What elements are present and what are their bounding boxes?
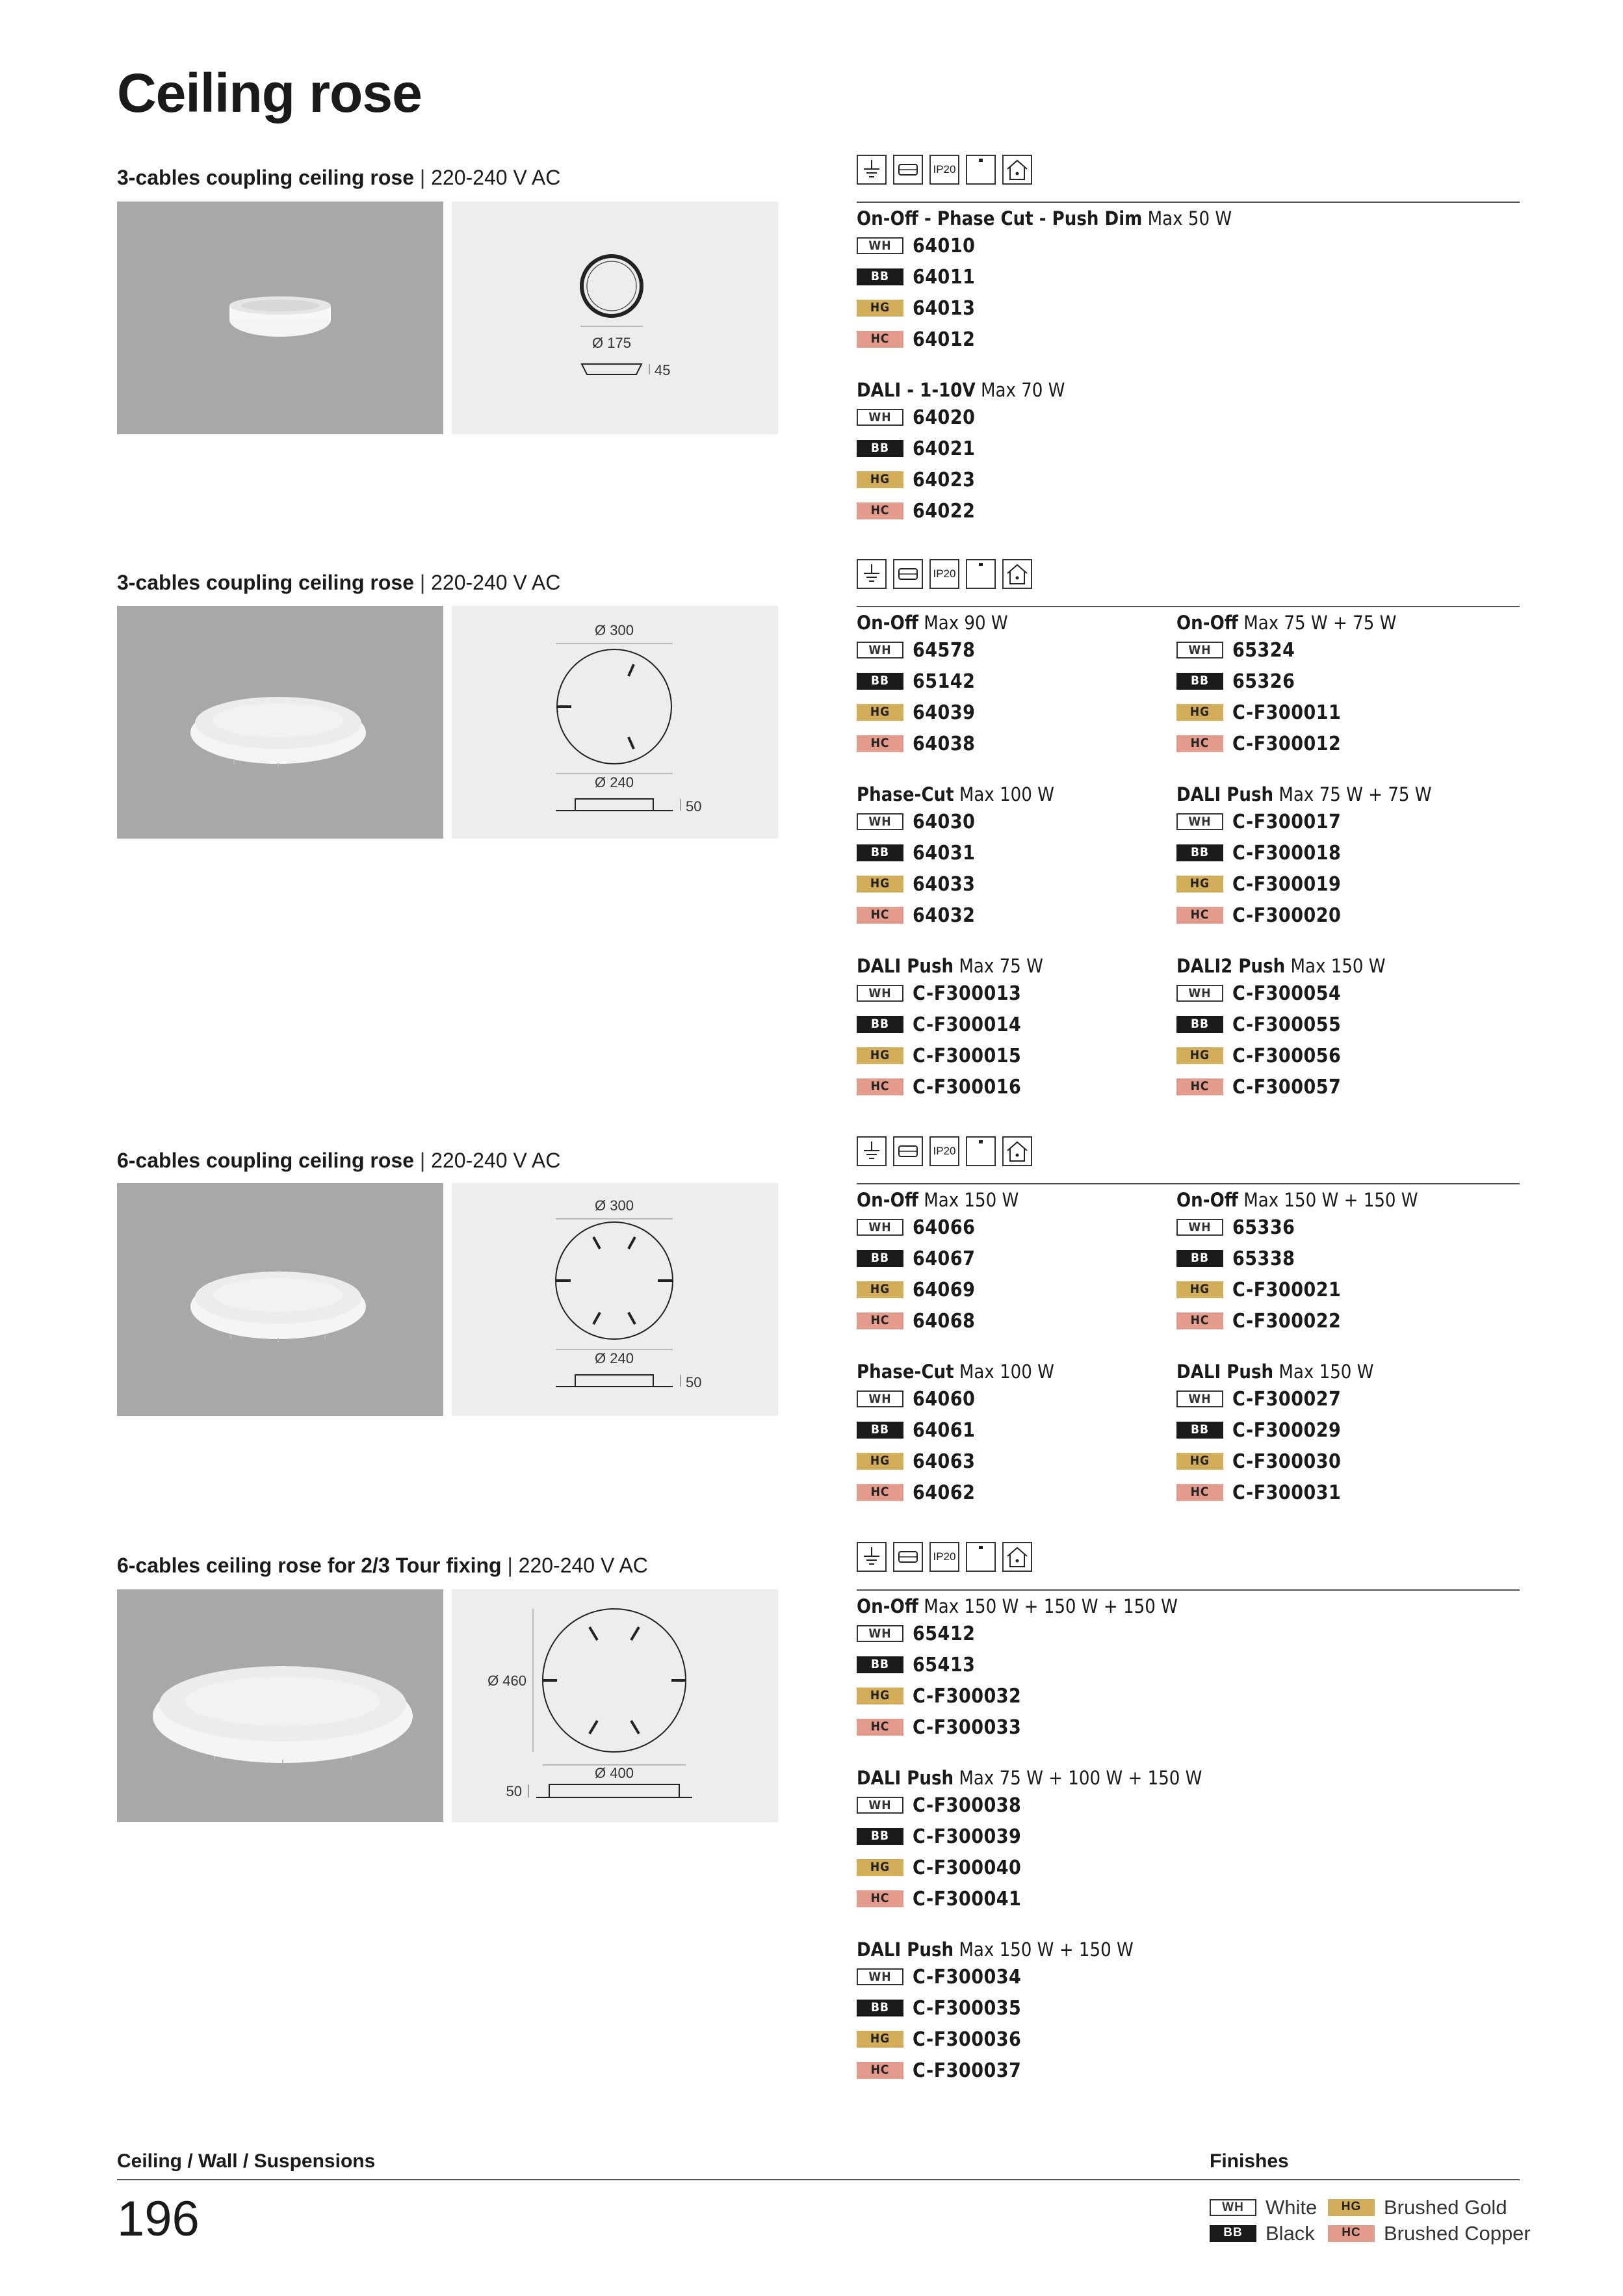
list-item <box>1176 634 1432 666</box>
outer-diameter-label: Ø 300 <box>595 622 634 638</box>
spec-icons <box>857 1542 1032 1574</box>
finish-badge: BB <box>1176 1016 1223 1033</box>
finish-badge: WH <box>857 409 903 426</box>
finish-badge: WH <box>1176 1219 1223 1236</box>
height-label: 45 <box>655 362 671 378</box>
indoor-icon <box>1002 559 1032 589</box>
product-code: C-F300029 <box>1232 1418 1342 1442</box>
page-number: 196 <box>117 2191 200 2247</box>
product-code: C-F300037 <box>913 2059 1022 2082</box>
section-title: 6-cables coupling ceiling rose | 220-240 V AC <box>117 1149 561 1172</box>
list-item <box>857 1821 1202 1852</box>
finish-badge: BB <box>857 1828 903 1845</box>
list-item <box>857 324 1232 355</box>
list-item <box>857 2024 1202 2055</box>
product-code: 64578 <box>913 638 976 662</box>
surface-mount-icon <box>966 155 996 185</box>
technical-drawing <box>452 1589 778 1822</box>
finish-badge: BB <box>1176 673 1223 690</box>
product-code: C-F300018 <box>1232 841 1342 865</box>
list-item <box>857 1852 1202 1883</box>
product-photo <box>117 1183 443 1416</box>
list-item <box>857 1883 1202 1914</box>
outer-diameter-label: Ø 300 <box>595 1197 634 1214</box>
list-item <box>1176 837 1432 868</box>
list-item <box>857 2055 1202 2086</box>
ground-icon <box>857 1542 887 1572</box>
variant-title: DALI Push Max 150 W <box>1176 1361 1374 1383</box>
product-code: C-F300022 <box>1232 1309 1342 1333</box>
finish-legend-item <box>1210 2196 1317 2219</box>
list-item <box>857 230 1232 261</box>
product-code: C-F300015 <box>913 1044 1022 1067</box>
list-item <box>857 1383 1054 1415</box>
outer-diameter-label: Ø 460 <box>487 1673 526 1689</box>
section-divider <box>857 1183 1520 1184</box>
finishes-title: Finishes <box>1210 2150 1289 2172</box>
product-code: C-F300021 <box>1232 1278 1342 1301</box>
finish-badge: WH <box>857 642 903 659</box>
finish-badge: BB <box>857 1016 903 1033</box>
product-code: 64020 <box>913 406 976 429</box>
finish-badge: HC <box>1176 735 1223 752</box>
product-code: 64066 <box>913 1216 976 1239</box>
finish-badge: WH <box>857 237 903 254</box>
product-code: C-F300017 <box>1232 810 1342 833</box>
technical-drawing <box>452 1183 778 1416</box>
product-code: 65338 <box>1232 1247 1295 1270</box>
variant-title: DALI Push Max 150 W + 150 W <box>857 1938 1134 1961</box>
variant-title: On-Off Max 90 W <box>857 612 1008 634</box>
list-item <box>1176 978 1432 1009</box>
finish-badge: BB <box>857 1250 903 1267</box>
product-code: C-F300032 <box>913 1684 1022 1708</box>
list-item <box>1176 1243 1418 1274</box>
list-item <box>857 1212 1054 1243</box>
finish-label: Brushed Copper <box>1384 2222 1531 2245</box>
list-item <box>857 464 1232 495</box>
list-item <box>1176 1415 1418 1446</box>
list-item <box>857 261 1232 293</box>
list-item <box>857 1446 1054 1477</box>
product-photo <box>117 606 443 839</box>
finish-badge: HG <box>1176 1047 1223 1064</box>
finish-badge: HC <box>857 1484 903 1501</box>
finish-badge: BB <box>857 673 903 690</box>
ground-icon <box>857 1136 887 1166</box>
list-item <box>857 1790 1202 1821</box>
list-item <box>1176 1274 1418 1305</box>
diameter-label: Ø 175 <box>592 335 631 351</box>
ground-icon <box>857 559 887 589</box>
list-item <box>857 433 1232 464</box>
list-item <box>857 1992 1202 2024</box>
finish-badge: HC <box>1176 1078 1223 1095</box>
finish-badge: HG <box>857 1688 903 1704</box>
product-code: 64068 <box>913 1309 976 1333</box>
indoor-icon <box>1002 155 1032 185</box>
product-code: 64038 <box>913 732 976 755</box>
product-code: C-F300055 <box>1232 1013 1342 1036</box>
list-item <box>857 1243 1054 1274</box>
product-code: C-F300016 <box>913 1075 1022 1099</box>
product-code: 64011 <box>913 265 976 289</box>
product-code: C-F300054 <box>1232 982 1342 1005</box>
product-code: C-F300034 <box>913 1965 1022 1989</box>
list-item <box>1176 868 1432 900</box>
surface-mount-icon <box>966 1136 996 1166</box>
finish-badge: WH <box>857 1390 903 1407</box>
technical-drawing <box>452 202 778 434</box>
finish-badge: HG <box>1328 2199 1375 2216</box>
list-item <box>857 1040 1054 1071</box>
finish-badge: HG <box>857 1453 903 1470</box>
spec-icons <box>857 559 1032 592</box>
finish-badge: HG <box>857 2031 903 2048</box>
variant-title: On-Off Max 150 W + 150 W <box>1176 1189 1418 1211</box>
inner-diameter-label: Ø 240 <box>595 1350 634 1366</box>
list-item <box>1176 697 1432 728</box>
product-code: C-F300033 <box>913 1715 1022 1739</box>
product-code: C-F300036 <box>913 2028 1022 2051</box>
list-item <box>857 697 1054 728</box>
finish-badge: HC <box>857 2062 903 2079</box>
height-label: 50 <box>686 798 702 815</box>
variant-column <box>857 1188 1054 1508</box>
finish-badge: HG <box>857 1859 903 1876</box>
list-item <box>1176 1383 1418 1415</box>
list-item <box>857 1009 1054 1040</box>
finish-badge: HG <box>857 1047 903 1064</box>
finish-badge: WH <box>857 813 903 830</box>
finish-badge: HC <box>1176 1484 1223 1501</box>
page-title: Ceiling rose <box>117 62 422 124</box>
section-divider <box>857 606 1520 607</box>
product-code: C-F300038 <box>913 1794 1022 1817</box>
product-code: 64061 <box>913 1418 976 1442</box>
variant-column <box>857 1595 1202 2086</box>
section-title: 3-cables coupling ceiling rose | 220-240 V AC <box>117 166 561 189</box>
list-item <box>1176 1446 1418 1477</box>
variant-title: Phase-Cut Max 100 W <box>857 1361 1054 1383</box>
section-divider <box>857 202 1520 203</box>
product-code: 64033 <box>913 872 976 896</box>
finish-badge: WH <box>1176 813 1223 830</box>
finish-badge: BB <box>1176 844 1223 861</box>
product-code: C-F300040 <box>913 1856 1022 1879</box>
product-code: 65413 <box>913 1653 976 1676</box>
finish-badge: BB <box>857 1656 903 1673</box>
driver-icon <box>893 155 923 185</box>
variant-title: On-Off - Phase Cut - Push Dim Max 50 W <box>857 207 1232 229</box>
product-code: 65412 <box>913 1622 976 1645</box>
finish-badge: WH <box>1176 985 1223 1002</box>
ip-rating-icon: IP20 <box>929 155 959 185</box>
variant-title: On-Off Max 150 W + 150 W + 150 W <box>857 1595 1178 1617</box>
surface-mount-icon <box>966 559 996 589</box>
finish-badge: HC <box>857 1312 903 1329</box>
variant-title: DALI Push Max 75 W + 75 W <box>1176 783 1432 805</box>
finish-badge: HC <box>857 1890 903 1907</box>
finish-badge: HG <box>1176 1453 1223 1470</box>
product-code: 64062 <box>913 1481 976 1504</box>
finish-badge: HG <box>857 300 903 317</box>
spec-icons <box>857 155 1032 187</box>
finish-badge: HC <box>857 735 903 752</box>
ip-rating-icon: IP20 <box>929 1136 959 1166</box>
list-item <box>1176 900 1432 931</box>
list-item <box>857 1415 1054 1446</box>
product-code: C-F300056 <box>1232 1044 1342 1067</box>
variant-title: Phase-Cut Max 100 W <box>857 783 1054 805</box>
finish-badge: HC <box>857 1078 903 1095</box>
footer-category: Ceiling / Wall / Suspensions <box>117 2150 376 2172</box>
list-item <box>857 837 1054 868</box>
list-item <box>857 1071 1054 1102</box>
driver-icon <box>893 1542 923 1572</box>
product-code: C-F300014 <box>913 1013 1022 1036</box>
finish-legend-item <box>1328 2196 1507 2219</box>
list-item <box>1176 1477 1418 1508</box>
product-code: 64063 <box>913 1450 976 1473</box>
section-title: 6-cables ceiling rose for 2/3 Tour fixing | 220-240 V AC <box>117 1554 648 1577</box>
driver-icon <box>893 1136 923 1166</box>
list-item <box>857 1649 1202 1680</box>
list-item <box>857 806 1054 837</box>
footer-divider <box>117 2179 1520 2180</box>
list-item <box>857 900 1054 931</box>
finish-badge: WH <box>1176 642 1223 659</box>
finish-badge: HG <box>857 704 903 721</box>
finish-badge: HG <box>857 1281 903 1298</box>
finish-badge: BB <box>857 440 903 457</box>
list-item <box>857 1618 1202 1649</box>
variant-title: DALI2 Push Max 150 W <box>1176 955 1386 977</box>
product-code: C-F300035 <box>913 1996 1022 2020</box>
finish-legend-item <box>1210 2222 1315 2245</box>
product-code: C-F300011 <box>1232 701 1342 724</box>
product-code: 64013 <box>913 296 976 320</box>
finish-badge: BB <box>857 1422 903 1439</box>
finish-badge: HC <box>1328 2225 1375 2242</box>
product-code: 64031 <box>913 841 976 865</box>
product-code: 64039 <box>913 701 976 724</box>
variant-title: On-Off Max 75 W + 75 W <box>1176 612 1397 634</box>
list-item <box>857 1477 1054 1508</box>
product-photo <box>117 1589 443 1822</box>
ip-rating-icon: IP20 <box>929 1542 959 1572</box>
driver-icon <box>893 559 923 589</box>
product-code: 64021 <box>913 437 976 460</box>
list-item <box>857 978 1054 1009</box>
product-code: C-F300027 <box>1232 1387 1342 1411</box>
product-code: C-F300039 <box>913 1825 1022 1848</box>
finish-badge: BB <box>1176 1250 1223 1267</box>
finish-badge: WH <box>857 1968 903 1985</box>
inner-diameter-label: Ø 240 <box>595 774 634 790</box>
product-code: 64012 <box>913 328 976 351</box>
product-code: C-F300057 <box>1232 1075 1342 1099</box>
finish-badge: HC <box>857 502 903 519</box>
finish-badge: BB <box>857 2000 903 2016</box>
product-code: 64022 <box>913 499 976 523</box>
variant-title: DALI Push Max 75 W + 100 W + 150 W <box>857 1767 1202 1789</box>
indoor-icon <box>1002 1542 1032 1572</box>
list-item <box>857 1712 1202 1743</box>
finish-badge: HC <box>1176 907 1223 924</box>
product-code: C-F300031 <box>1232 1481 1342 1504</box>
indoor-icon <box>1002 1136 1032 1166</box>
finish-badge: BB <box>857 844 903 861</box>
ground-icon <box>857 155 887 185</box>
list-item <box>1176 1305 1418 1337</box>
list-item <box>1176 728 1432 759</box>
list-item <box>1176 1009 1432 1040</box>
finish-label: White <box>1266 2196 1318 2219</box>
list-item <box>1176 806 1432 837</box>
list-item <box>857 1961 1202 1992</box>
finish-badge: WH <box>857 1625 903 1642</box>
product-code: C-F300012 <box>1232 732 1342 755</box>
product-code: 64032 <box>913 904 976 927</box>
variant-column <box>1176 1188 1418 1508</box>
finish-badge: HG <box>857 471 903 488</box>
product-code: 65326 <box>1232 670 1295 693</box>
finish-label: Brushed Gold <box>1384 2196 1507 2219</box>
list-item <box>857 868 1054 900</box>
product-code: 65336 <box>1232 1216 1295 1239</box>
product-code: 65324 <box>1232 638 1295 662</box>
finish-badge: HC <box>857 1719 903 1736</box>
list-item <box>1176 666 1432 697</box>
finish-badge: WH <box>857 985 903 1002</box>
product-code: C-F300013 <box>913 982 1022 1005</box>
surface-mount-icon <box>966 1542 996 1572</box>
finish-badge: HC <box>857 907 903 924</box>
finish-badge: HG <box>1176 876 1223 893</box>
product-code: 64030 <box>913 810 976 833</box>
product-code: C-F300041 <box>913 1887 1022 1911</box>
list-item <box>857 1680 1202 1712</box>
product-code: 64010 <box>913 234 976 257</box>
variant-title: DALI - 1-10V Max 70 W <box>857 379 1065 401</box>
finish-badge: WH <box>1210 2199 1256 2216</box>
variant-column <box>857 207 1232 527</box>
product-code: 65142 <box>913 670 976 693</box>
finish-badge: HC <box>857 331 903 348</box>
finish-badge: HC <box>1176 1312 1223 1329</box>
product-code: C-F300019 <box>1232 872 1342 896</box>
section-divider <box>857 1589 1520 1591</box>
product-code: C-F300030 <box>1232 1450 1342 1473</box>
list-item <box>857 402 1232 433</box>
list-item <box>857 1274 1054 1305</box>
height-label: 50 <box>506 1783 522 1799</box>
product-code: C-F300020 <box>1232 904 1342 927</box>
finish-badge: BB <box>1176 1422 1223 1439</box>
list-item <box>1176 1212 1418 1243</box>
height-label: 50 <box>686 1374 702 1390</box>
finish-badge: WH <box>1176 1390 1223 1407</box>
section-title: 3-cables coupling ceiling rose | 220-240 V AC <box>117 571 561 594</box>
finish-badge: BB <box>1210 2225 1256 2242</box>
product-code: 64067 <box>913 1247 976 1270</box>
inner-diameter-label: Ø 400 <box>595 1765 634 1781</box>
finish-badge: BB <box>857 268 903 285</box>
product-code: 64069 <box>913 1278 976 1301</box>
variant-column <box>857 611 1054 1102</box>
list-item <box>857 666 1054 697</box>
finish-legend-item <box>1328 2222 1531 2245</box>
product-code: 64060 <box>913 1387 976 1411</box>
product-code: 64023 <box>913 468 976 491</box>
finish-badge: WH <box>857 1797 903 1814</box>
variant-title: On-Off Max 150 W <box>857 1189 1019 1211</box>
list-item <box>857 634 1054 666</box>
list-item <box>1176 1071 1432 1102</box>
list-item <box>857 728 1054 759</box>
variant-title: DALI Push Max 75 W <box>857 955 1043 977</box>
finish-label: Black <box>1266 2222 1315 2245</box>
product-photo <box>117 202 443 434</box>
spec-icons <box>857 1136 1032 1169</box>
list-item <box>857 1305 1054 1337</box>
variant-column <box>1176 611 1432 1102</box>
list-item <box>857 293 1232 324</box>
finish-badge: HG <box>1176 1281 1223 1298</box>
finish-badge: HG <box>857 876 903 893</box>
finish-badge: HG <box>1176 704 1223 721</box>
finish-badge: WH <box>857 1219 903 1236</box>
technical-drawing <box>452 606 778 839</box>
list-item <box>1176 1040 1432 1071</box>
list-item <box>857 495 1232 527</box>
ip-rating-icon: IP20 <box>929 559 959 589</box>
